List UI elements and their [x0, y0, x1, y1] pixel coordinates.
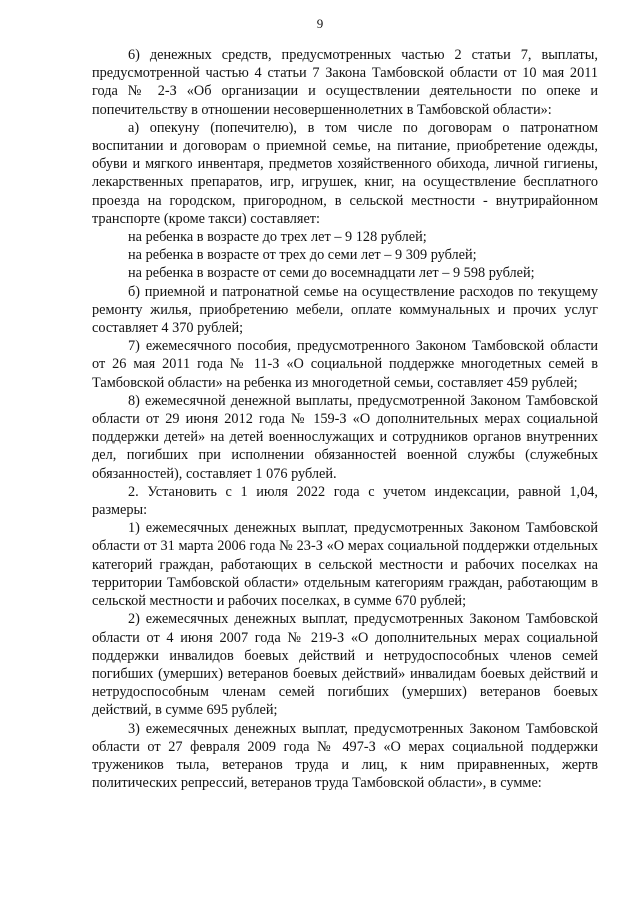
page-number: 9 [316, 16, 324, 31]
document-body [92, 46, 598, 792]
paragraph-subitem-b: б) приемной и патронатной семье на осуществление расходов по текущему ремонту жилья, приобретению мебели, оплате коммунальных и прочих услуг составляет 4 370 рублей; [92, 283, 598, 337]
paragraph-age-three-to-seven: на ребенка в возрасте от трех до семи лет – 9 309 рублей; [128, 247, 477, 264]
paragraph-section-2-item-3: 3) ежемесячных денежных выплат, предусмотренных Законом Тамбовской области от 27 февраля 2009 года № 497-З «О мерах социальной поддержки тружеников тыла, ветеранов труда и лиц, к ним приравненных, жертв политических репрессий, ветеранов труда Тамбовской области», в сумме: [92, 720, 598, 792]
paragraph-section-2-item-1: 1) ежемесячных денежных выплат, предусмотренных Законом Тамбовской области от 31 марта 2006 года № 23-З «О мерах социальной поддержки отдельных категорий граждан, работающих в сельской местности и рабочих поселках на территории Тамбовской области» отдельным категориям граждан, работающим в сельской местности и рабочих поселках, в сумме 670 рублей; [92, 520, 598, 610]
paragraph-item-6: 6) денежных средств, предусмотренных частью 2 статьи 7, выплаты, предусмотренной частью 4 статьи 7 Закона Тамбовской области от 10 мая 2011 года № 2-З «Об организации и осуществлении деятельности по опеке и попечительству в отношении несовершеннолетних в Тамбовской области»: [92, 47, 598, 118]
paragraph-age-under-three: на ребенка в возрасте до трех лет – 9 128 рублей; [128, 229, 427, 246]
paragraph-section-2-item-2: 2) ежемесячных денежных выплат, предусмотренных Законом Тамбовской области от 4 июня 2007 года № 219-З «О дополнительных мерах социальной поддержки инвалидов боевых действий и нетрудоспособных членов семей погибших (умерших) ветеранов боевых действий» инвалидам боевых действий и нетрудоспособным членам семей погибших (умерших) ветеранов боевых действий, в сумме 695 рублей; [92, 611, 598, 719]
paragraph-age-seven-to-eighteen: на ребенка в возрасте от семи до восемнадцати лет – 9 598 рублей; [128, 265, 535, 282]
paragraph-item-7: 7) ежемесячного пособия, предусмотренного Законом Тамбовской области от 26 мая 2011 года № 11-З «О социальной поддержке многодетных семей в Тамбовской области» на ребенка из многодетной семьи, составляет 459 рублей; [92, 338, 598, 391]
paragraph-section-2: 2. Установить с 1 июля 2022 года с учетом индексации, равной 1,04, размеры: [92, 483, 598, 519]
paragraph-subitem-a: а) опекуну (попечителю), в том числе по договорам о патронатном воспитании и договорам о приемной семье, на питание, приобретение одежды, обуви и мягкого инвентаря, предметов хозяйственного обихода, личной гигиены, лекарственных препаратов, игр, игрушек, книг, на осуществление бесплатного проезда на городском, пригородном, в сельской местности - внутрирайонном транспорте (кроме такси) составляет: [92, 119, 598, 227]
paragraph-item-8: 8) ежемесячной денежной выплаты, предусмотренной Законом Тамбовской области от 29 июня 2012 года № 159-З «О дополнительных мерах социальной поддержки детей» на детей военнослужащих и сотрудников органов внутренних дел, погибших при исполнении обязанностей военной службы (служебных обязанностей), составляет 1 076 рублей. [92, 392, 598, 482]
